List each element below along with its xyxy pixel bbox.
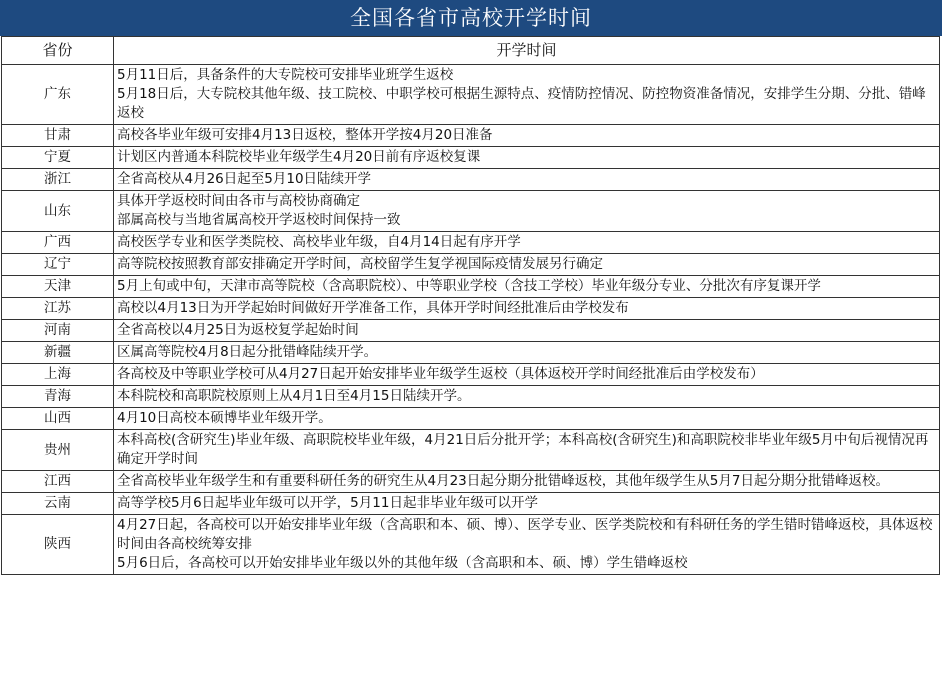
table-row (2, 276, 940, 298)
province-cell: 浙江 (2, 169, 114, 191)
province-cell: 陕西 (2, 515, 114, 575)
table-row (2, 254, 940, 276)
table-row (2, 386, 940, 408)
time-line: 部属高校与当地省属高校开学返校时间保持一致 (117, 212, 401, 228)
province-cell: 广西 (2, 232, 114, 254)
time-cell (114, 232, 940, 254)
time-cell (114, 191, 940, 232)
province-cell: 山西 (2, 408, 114, 430)
time-line: 具体开学返校时间由各市与高校协商确定 (117, 193, 360, 209)
table-row (2, 515, 940, 575)
province-cell: 河南 (2, 320, 114, 342)
time-line: 各高校及中等职业学校可从4月27日起开始安排毕业年级学生返校（具体返校开学时间经批准后由学校发布） (117, 366, 764, 382)
time-line: 4月10日高校本硕博毕业年级开学。 (117, 410, 332, 426)
time-cell (114, 254, 940, 276)
province-cell: 青海 (2, 386, 114, 408)
table-row (2, 364, 940, 386)
time-line: 全省高校以4月25日为返校复学起始时间 (117, 322, 359, 338)
time-cell (114, 515, 940, 575)
time-line: 高校各毕业年级可安排4月13日返校，整体开学按4月20日准备 (117, 127, 493, 143)
time-line: 全省高校从4月26日起至5月10日陆续开学 (117, 171, 372, 187)
time-cell (114, 364, 940, 386)
province-cell: 辽宁 (2, 254, 114, 276)
time-cell (114, 430, 940, 471)
province-cell: 上海 (2, 364, 114, 386)
time-cell (114, 408, 940, 430)
table-row (2, 320, 940, 342)
time-cell (114, 493, 940, 515)
province-cell: 云南 (2, 493, 114, 515)
time-line: 5月6日后，各高校可以开始安排毕业年级以外的其他年级（含高职和本、硕、博）学生错峰返校 (117, 555, 688, 571)
time-line: 区属高等院校4月8日起分批错峰陆续开学。 (117, 344, 378, 360)
header-row (2, 37, 940, 65)
province-cell: 江西 (2, 471, 114, 493)
time-cell (114, 65, 940, 125)
province-cell: 天津 (2, 276, 114, 298)
table-row (2, 169, 940, 191)
time-cell (114, 342, 940, 364)
province-cell: 广东 (2, 65, 114, 125)
time-line: 本科高校(含研究生)毕业年级、高职院校毕业年级，4月21日后分批开学；本科高校(含研究生)和高职院校非毕业年级5月中旬后视情况再确定开学时间 (117, 432, 929, 467)
table-row (2, 430, 940, 471)
time-line: 高等学校5月6日起毕业年级可以开学，5月11日起非毕业年级可以开学 (117, 495, 538, 511)
time-cell (114, 169, 940, 191)
time-cell (114, 298, 940, 320)
time-cell (114, 471, 940, 493)
time-line: 5月11日后，具备条件的大专院校可安排毕业班学生返校 (117, 67, 454, 83)
time-line: 4月27日起，各高校可以开始安排毕业年级（含高职和本、硕、博）、医学专业、医学类院校和有科研任务的学生错时错峰返校，具体返校时间由各高校统筹安排 (117, 517, 933, 552)
table-row (2, 471, 940, 493)
table-row (2, 493, 940, 515)
time-line: 全省高校毕业年级学生和有重要科研任务的研究生从4月23日起分期分批错峰返校，其他年级学生从5月7日起分期分批错峰返校。 (117, 473, 889, 489)
table-row (2, 191, 940, 232)
table-row (2, 147, 940, 169)
time-line: 5月18日后，大专院校其他年级、技工院校、中职学校可根据生源特点、疫情防控情况、防控物资准备情况，安排学生分期、分批、错峰返校 (117, 86, 926, 121)
header-province: 省份 (2, 37, 114, 65)
schedule-table (1, 36, 940, 575)
province-cell: 江苏 (2, 298, 114, 320)
table-row (2, 232, 940, 254)
time-cell (114, 125, 940, 147)
province-cell: 宁夏 (2, 147, 114, 169)
province-cell: 新疆 (2, 342, 114, 364)
table-row (2, 65, 940, 125)
time-line: 高校医学专业和医学类院校、高校毕业年级，自4月14日起有序开学 (117, 234, 521, 250)
header-time: 开学时间 (114, 37, 940, 65)
province-cell: 贵州 (2, 430, 114, 471)
time-cell (114, 276, 940, 298)
table-body (2, 65, 940, 575)
province-cell: 甘肃 (2, 125, 114, 147)
time-line: 高校以4月13日为开学起始时间做好开学准备工作，具体开学时间经批准后由学校发布 (117, 300, 629, 316)
table-row (2, 342, 940, 364)
time-line: 计划区内普通本科院校毕业年级学生4月20日前有序返校复课 (117, 149, 481, 165)
time-line: 5月上旬或中旬，天津市高等院校（含高职院校）、中等职业学校（含技工学校）毕业年级分专业、分批次有序复课开学 (117, 278, 821, 294)
page-title: 全国各省市高校开学时间 (0, 0, 942, 36)
time-cell (114, 320, 940, 342)
table-row (2, 408, 940, 430)
table-row (2, 298, 940, 320)
time-cell (114, 386, 940, 408)
time-cell (114, 147, 940, 169)
time-line: 高等院校按照教育部安排确定开学时间，高校留学生复学视国际疫情发展另行确定 (117, 256, 603, 272)
time-line: 本科院校和高职院校原则上从4月1日至4月15日陆续开学。 (117, 388, 471, 404)
province-cell: 山东 (2, 191, 114, 232)
table-row (2, 125, 940, 147)
